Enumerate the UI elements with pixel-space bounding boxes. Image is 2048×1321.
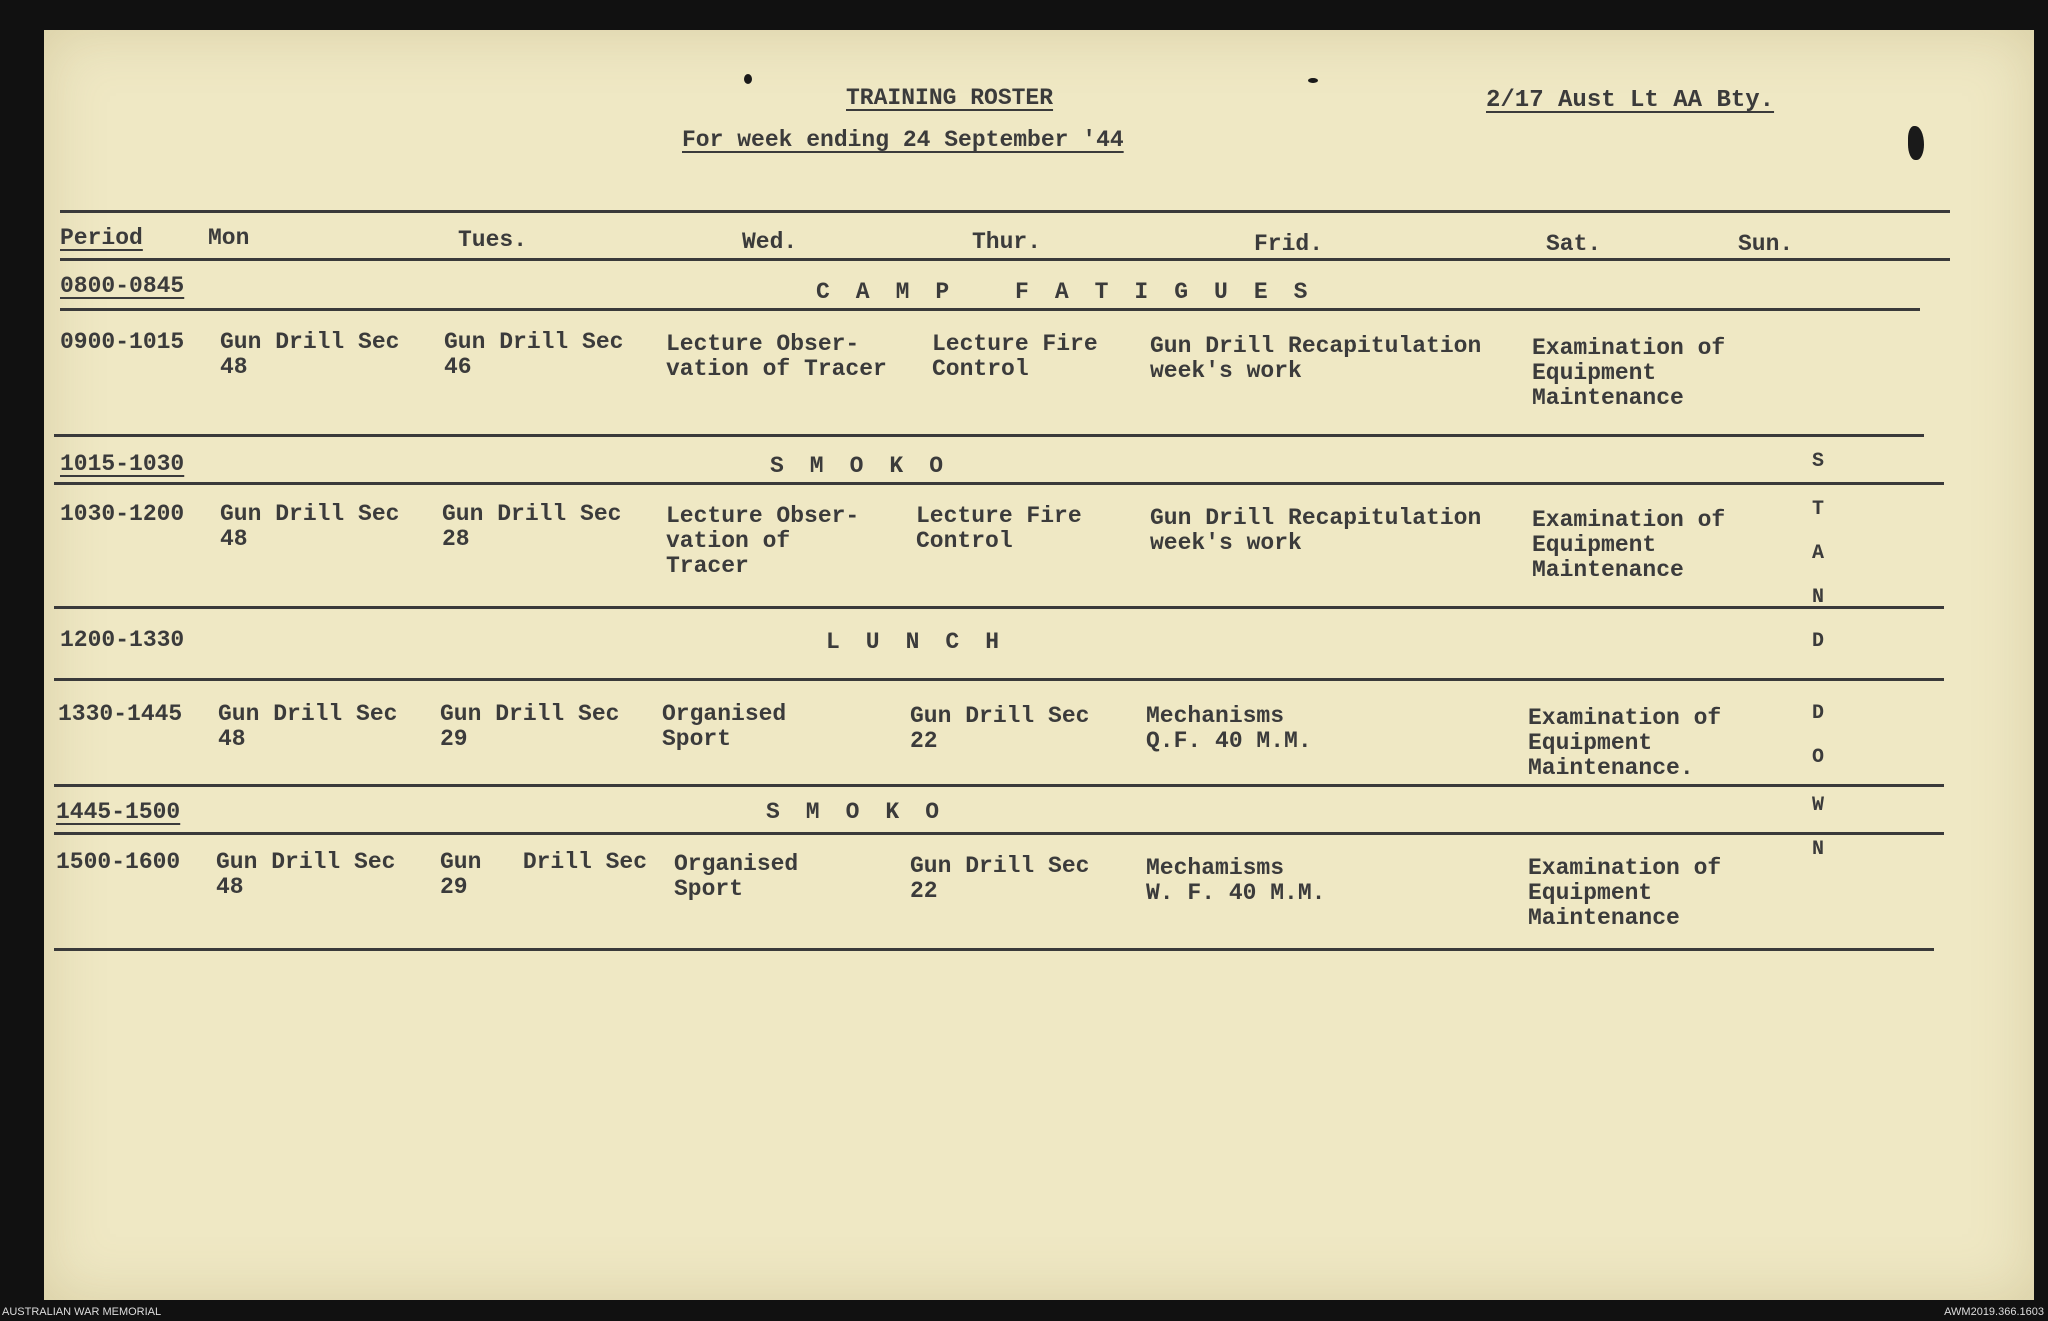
sunday-letter: W — [1811, 794, 1824, 817]
column-header-frid: Frid. — [1254, 231, 1324, 257]
ink-mark — [744, 74, 752, 84]
sunday-letter: N — [1811, 586, 1824, 609]
document-page — [44, 30, 2034, 1300]
footer-right: AWM2019.366.1603 — [1944, 1306, 2044, 1318]
column-header-period: Period — [60, 225, 143, 251]
span-cell: SMOKO — [766, 799, 966, 825]
fri-cell: Gun Drill Recapitulation week's work — [1150, 333, 1482, 384]
fri-cell: Gun Drill Recapitulation week's work — [1150, 505, 1482, 556]
column-header-sun: Sun. — [1738, 231, 1794, 257]
span-cell: LUNCH — [826, 629, 1026, 655]
row-rule — [54, 832, 1944, 835]
ink-blot — [1908, 126, 1924, 160]
sat-cell: Examination of Equipment Maintenance — [1532, 507, 1726, 583]
column-header-sat: Sat. — [1546, 231, 1602, 257]
sunday-letter: A — [1811, 542, 1824, 565]
thu-cell: Gun Drill Sec 22 — [910, 703, 1090, 754]
sunday-letter: D — [1811, 702, 1824, 725]
row-rule — [54, 784, 1944, 787]
table-bottom-rule — [54, 948, 1934, 951]
thu-cell: Lecture Fire Control — [932, 331, 1098, 382]
period-cell: 1015-1030 — [60, 451, 185, 477]
period-cell: 0900-1015 — [60, 329, 185, 355]
column-header-thur: Thur. — [972, 229, 1042, 255]
column-header-mon: Mon — [208, 225, 250, 251]
ink-mark — [1308, 78, 1318, 83]
tue-cell: Gun Drill Sec 28 — [442, 501, 622, 552]
row-rule — [54, 606, 1944, 609]
sunday-letter: D — [1811, 630, 1824, 653]
sunday-letter: T — [1811, 498, 1824, 521]
period-cell: 1445-1500 — [56, 799, 181, 825]
fri-cell: Mechamisms W. F. 40 M.M. — [1146, 855, 1326, 906]
mon-cell: Gun Drill Sec 48 — [220, 501, 400, 552]
mon-cell: Gun Drill Sec 48 — [216, 849, 396, 900]
document-title: TRAINING ROSTER — [846, 85, 1054, 111]
row-rule — [54, 482, 1944, 485]
wed-cell: Organised Sport — [662, 701, 787, 752]
period-cell: 1330-1445 — [58, 701, 183, 727]
tue-cell: Gun Drill Sec 46 — [444, 329, 624, 380]
period-cell: 1030-1200 — [60, 501, 185, 527]
row-rule — [54, 678, 1944, 681]
row-rule — [54, 434, 1924, 437]
column-header-tues: Tues. — [458, 227, 528, 253]
footer-left: AUSTRALIAN WAR MEMORIAL — [2, 1306, 162, 1318]
thu-cell: Gun Drill Sec 22 — [910, 853, 1090, 904]
thu-cell: Lecture Fire Control — [916, 503, 1082, 554]
unit-name: 2/17 Aust Lt AA Bty. — [1486, 87, 1775, 114]
wed-cell: Lecture Obser- vation of Tracer — [666, 331, 887, 382]
sunday-letter: O — [1811, 746, 1824, 769]
mon-cell: Gun Drill Sec 48 — [220, 329, 400, 380]
span-cell: CAMP FATIGUES — [816, 279, 1334, 305]
sat-cell: Examination of Equipment Maintenance. — [1528, 705, 1722, 781]
period-cell: 1200-1330 — [60, 627, 185, 653]
sat-cell: Examination of Equipment Maintenance — [1532, 335, 1726, 411]
table-top-rule — [60, 210, 1950, 213]
period-cell: 1500-1600 — [56, 849, 181, 875]
span-cell: SMOKO — [770, 453, 970, 479]
tue-cell: Gun Drill Sec 29 — [440, 701, 620, 752]
row-rule — [60, 308, 1920, 311]
sat-cell: Examination of Equipment Maintenance — [1528, 855, 1722, 931]
sunday-letter: N — [1811, 838, 1824, 861]
document-subtitle: For week ending 24 September '44 — [682, 127, 1124, 153]
header-bottom-rule — [60, 258, 1950, 261]
column-header-wed: Wed. — [742, 229, 798, 255]
mon-cell: Gun Drill Sec 48 — [218, 701, 398, 752]
period-cell: 0800-0845 — [60, 273, 185, 299]
sunday-letter: S — [1811, 450, 1824, 473]
wed-cell: Organised Sport — [674, 851, 799, 902]
wed-cell: Lecture Obser- vation of Tracer — [666, 503, 860, 579]
tue-cell: Gun Drill Sec 29 — [440, 849, 648, 900]
fri-cell: Mechanisms Q.F. 40 M.M. — [1146, 703, 1312, 754]
